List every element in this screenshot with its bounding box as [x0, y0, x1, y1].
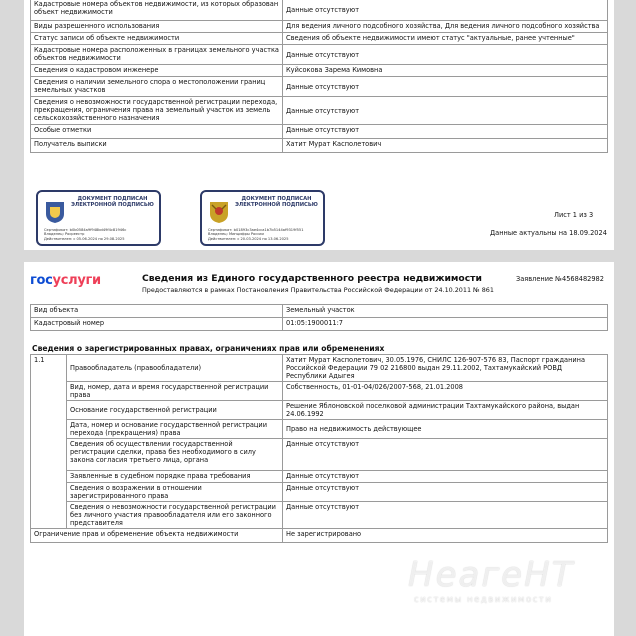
section-title: Сведения о зарегистрированных правах, ограничениях прав или обременениях: [32, 344, 385, 353]
row-value: Данные отсутствуют: [283, 97, 608, 125]
row-label: Сведения о невозможности государственной регистрации перехода, прекращения, ограничения права на земельный участок из земель сельскохозяйственного назначения: [31, 97, 283, 125]
table-row: [31, 382, 608, 401]
page-number: Лист 1 из 3: [554, 211, 594, 219]
coat-of-arms-icon: [208, 200, 230, 224]
row-label: Кадастровый номер: [31, 318, 283, 331]
row-label: Ограничение прав и обременение объекта недвижимости: [31, 529, 283, 543]
stamp-info: Сертификат: b0b0584a9f948bd49f4c81946c Владелец: Росреестр Действителен: с 05.06.2024 по 29.08.2025: [44, 228, 127, 241]
row-value: Данные отсутствуют: [283, 502, 608, 529]
table-row: [31, 401, 608, 420]
row-label: Вид, номер, дата и время государственной регистрации права: [67, 382, 283, 401]
row-label: Сведения о возражении в отношении зарегистрированного права: [67, 483, 283, 502]
stamp-info: Сертификат: b01893c3ae4cca1b7b5144af9319f551 Владелец: Минцифры России Действителен: с 20.03.2024 по 13.06.2025: [208, 228, 304, 241]
row-value: Право на недвижимость действующее: [283, 420, 608, 439]
table-row: [31, 97, 608, 125]
row-value: Данные отсутствуют: [283, 125, 608, 139]
row-label: Сведения об осуществлении государственной регистрации сделки, права без необходимого в силу закона согласия третьего лица, органа: [67, 439, 283, 471]
row-value: Куйсокова Зарема Кимовна: [283, 65, 608, 77]
object-table: [30, 304, 608, 331]
table-row: [31, 139, 608, 153]
table-row: [31, 77, 608, 97]
row-label: Статус записи об объекте недвижимости: [31, 33, 283, 45]
statement-number: Заявление №4568482982: [516, 275, 604, 283]
row-value: Для ведения личного подсобного хозяйства, Для ведения личного подсобного хозяйства: [283, 21, 608, 33]
agency-watermark: НеагеНТ системы недвижимости: [408, 555, 575, 604]
table-row: [31, 125, 608, 139]
row-value: Данные отсутствуют: [283, 471, 608, 483]
row-value: Данные отсутствуют: [283, 45, 608, 65]
table-row: [31, 305, 608, 318]
row-value: Собственность, 01-01-04/026/2007-568, 21.01.2008: [283, 382, 608, 401]
actual-date: Данные актуальны на 18.09.2024: [490, 229, 607, 237]
rights-table: [30, 354, 608, 543]
table-row: [31, 420, 608, 439]
row-value: Хатит Мурат Касполетович: [283, 139, 608, 153]
row-value: Данные отсутствуют: [283, 439, 608, 471]
row-value: Сведения об объекте недвижимости имеют статус "актуальные, ранее учтенные": [283, 33, 608, 45]
row-label: Получатель выписки: [31, 139, 283, 153]
row-value: Не зарегистрировано: [283, 529, 608, 543]
page-subtitle: Предоставляются в рамках Постановления Правительства Российской Федерации от 24.10.2011 № 861: [142, 286, 494, 294]
table-row: [31, 471, 608, 483]
row-label: Виды разрешенного использования: [31, 21, 283, 33]
stamp-title: ДОКУМЕНТ ПОДПИСАН ЭЛЕКТРОННОЙ ПОДПИСЬЮ: [71, 196, 154, 208]
rosreestr-emblem-icon: [44, 200, 66, 224]
gosuslugi-logo: госуслуги: [30, 273, 101, 288]
row-value: Данные отсутствуют: [283, 483, 608, 502]
table-row: [31, 529, 608, 543]
row-value: Земельный участок: [283, 305, 608, 318]
right-number: 1.1: [31, 355, 53, 529]
stamp-title: ДОКУМЕНТ ПОДПИСАН ЭЛЕКТРОННОЙ ПОДПИСЬЮ: [235, 196, 318, 208]
table-row: [31, 21, 608, 33]
row-label: Вид объекта: [31, 305, 283, 318]
table-row: [31, 483, 608, 502]
document-page-1: [24, 0, 614, 250]
table-row: [31, 355, 608, 382]
row-value: Хатит Мурат Касполетович, 30.05.1976, СНИЛС 126-907-576 83, Паспорт гражданина Российской Федерации 79 02 216800 выдан 29.11.2002, Тахтамукайский РОВД Республики Адыгея: [283, 355, 608, 382]
row-value: Данные отсутствуют: [283, 77, 608, 97]
row-label: Кадастровые номера объектов недвижимости, из которых образован объект недвижимости: [31, 0, 283, 21]
table-row: [31, 502, 608, 529]
table-row: [31, 33, 608, 45]
row-value: Решение Яблоновской поселковой администрации Тахтамукайского района, выдан 24.06.1992: [283, 401, 608, 420]
row-value: Данные отсутствуют: [283, 0, 608, 21]
row-label: Основание государственной регистрации: [67, 401, 283, 420]
signature-stamp-rosreestr: [36, 190, 161, 246]
row-label: Сведения о кадастровом инженере: [31, 65, 283, 77]
table-row: [31, 65, 608, 77]
table-row: [31, 0, 608, 21]
row-label: Заявленные в судебном порядке права требования: [67, 471, 283, 483]
row-label: Сведения о невозможности государственной регистрации без личного участия правообладателя или его законного представителя: [67, 502, 283, 529]
page-title: Сведения из Единого государственного реестра недвижимости: [142, 273, 482, 284]
table-row: [31, 45, 608, 65]
row-label: Особые отметки: [31, 125, 283, 139]
row-value: 01:05:1900011:7: [283, 318, 608, 331]
row-label: Кадастровые номера расположенных в границах земельного участка объектов недвижимости: [31, 45, 283, 65]
row-label: Правообладатель (правообладатели): [67, 355, 283, 382]
row-label: Сведения о наличии земельного спора о местоположении границ земельных участков: [31, 77, 283, 97]
property-info-table: [30, 0, 608, 153]
table-row: [31, 318, 608, 331]
signature-stamp-mintsifry: [200, 190, 325, 246]
row-label: Дата, номер и основание государственной регистрации перехода (прекращения) права: [67, 420, 283, 439]
table-row: [31, 439, 608, 471]
